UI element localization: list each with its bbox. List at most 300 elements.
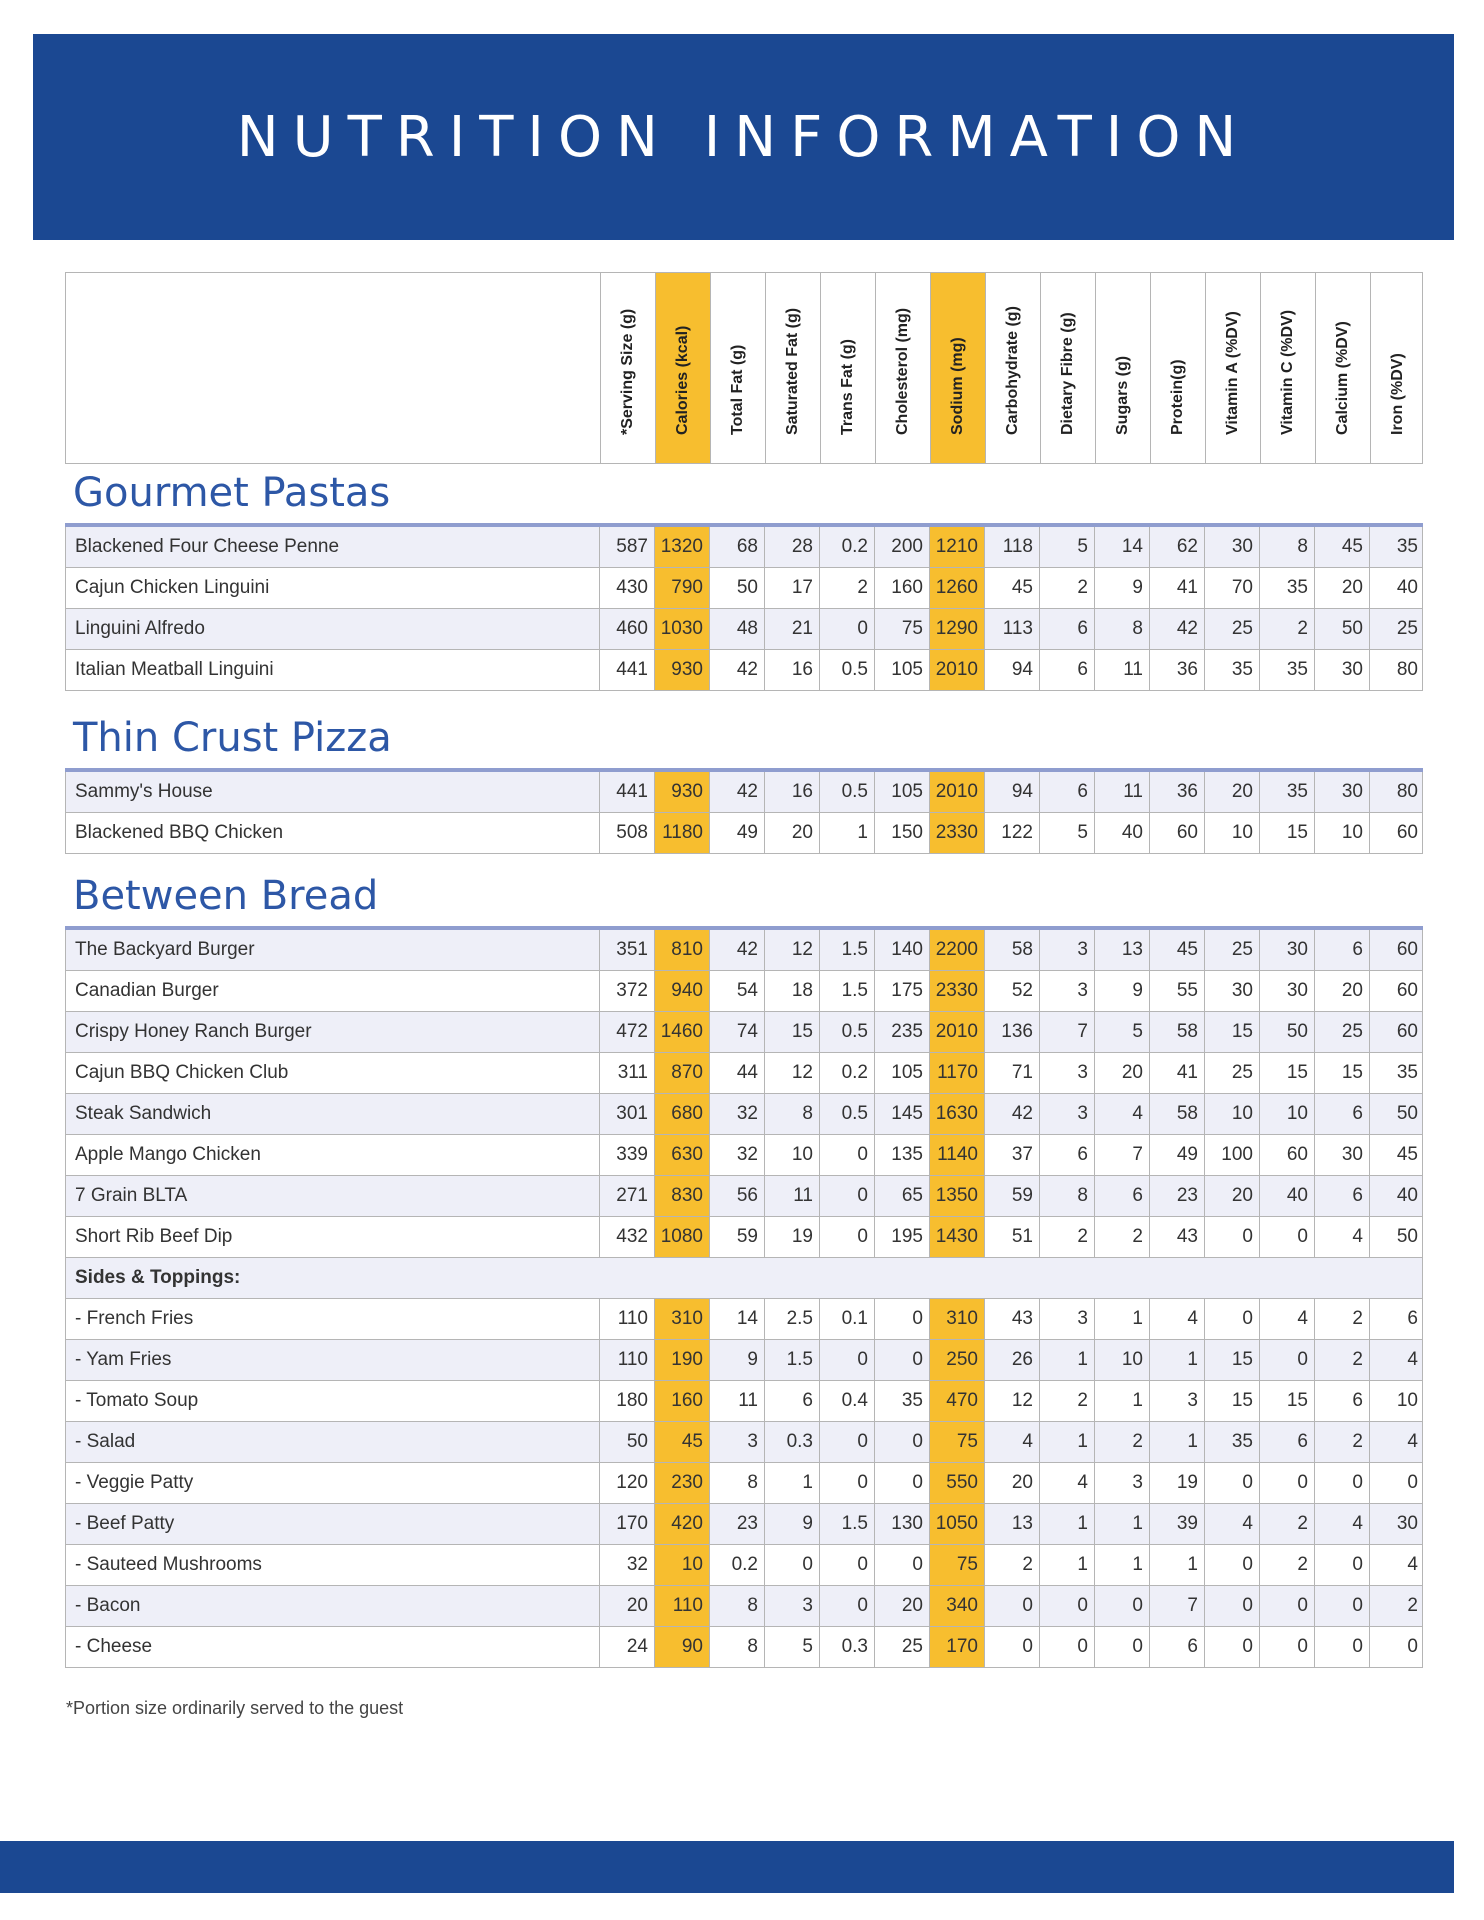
nutrient-value: 39 [1149,1504,1204,1544]
nutrient-value: 235 [874,1012,929,1052]
nutrient-value: 10 [1369,1381,1424,1421]
nutrient-value: 6 [1314,1176,1369,1216]
nutrient-value: 11 [764,1176,819,1216]
nutrient-value: 1210 [929,527,984,567]
nutrient-value: 4 [1369,1422,1424,1462]
nutrient-value: 4 [1369,1545,1424,1585]
nutrient-value: 15 [1204,1340,1259,1380]
nutrient-value: 26 [984,1340,1039,1380]
nutrient-value: 140 [874,930,929,970]
nutrient-value: 0 [1314,1545,1369,1585]
nutrient-value: 36 [1149,650,1204,690]
nutrient-value: 35 [1369,1053,1424,1093]
nutrient-value: 0 [874,1422,929,1462]
nutrient-value: 10 [654,1545,709,1585]
nutrient-value: 0.2 [819,527,874,567]
nutrient-value: 59 [984,1176,1039,1216]
table-row [66,1381,1422,1422]
nutrient-value: 9 [709,1340,764,1380]
nutrient-value: 9 [1094,971,1149,1011]
nutrient-value: 372 [599,971,654,1011]
item-name: Blackened Four Cheese Penne [75,536,340,557]
nutrient-value: 25 [1204,930,1259,970]
nutrient-value: 45 [1369,1135,1424,1175]
nutrient-value: 50 [1369,1217,1424,1257]
nutrient-value: 170 [599,1504,654,1544]
nutrient-value: 30 [1314,772,1369,812]
column-header-label: Vitamin A (%DV) [1224,311,1241,435]
section-title-pizza: Thin Crust Pizza [73,715,392,761]
table-row [66,1299,1422,1340]
nutrient-value: 200 [874,527,929,567]
nutrient-value: 0 [1259,1627,1314,1667]
nutrient-value: 80 [1369,772,1424,812]
nutrient-value: 32 [709,1094,764,1134]
nutrient-value: 175 [874,971,929,1011]
nutrient-value: 18 [764,971,819,1011]
nutrient-value: 50 [1369,1094,1424,1134]
item-name: Cajun Chicken Linguini [75,577,270,598]
nutrient-value: 90 [654,1627,709,1667]
nutrient-value: 1 [1039,1545,1094,1585]
nutrient-value: 1350 [929,1176,984,1216]
column-header-label: Carbohydrate (g) [1004,306,1021,435]
nutrient-value: 42 [1149,609,1204,649]
nutrient-value: 4 [1314,1504,1369,1544]
table-row [66,772,1422,813]
nutrient-value: 44 [709,1053,764,1093]
nutrient-value: 21 [764,609,819,649]
nutrient-value: 0 [1259,1586,1314,1626]
nutrient-value: 940 [654,971,709,1011]
column-header-label: Calories (kcal) [674,325,691,435]
item-name: Apple Mango Chicken [75,1144,261,1165]
nutrient-value: 0 [1204,1586,1259,1626]
table-row [66,1586,1422,1627]
column-header [1370,273,1425,463]
nutrient-value: 75 [929,1422,984,1462]
nutrient-value: 2200 [929,930,984,970]
nutrient-value: 45 [1314,527,1369,567]
nutrient-value: 58 [1149,1012,1204,1052]
nutrient-value: 6 [1039,1135,1094,1175]
nutrient-value: 20 [1204,1176,1259,1216]
nutrient-value: 3 [764,1586,819,1626]
column-header-label: *Serving Size (g) [619,308,636,435]
column-header-label: Sugars (g) [1114,355,1131,435]
nutrient-value: 0 [1314,1463,1369,1503]
nutrient-value: 470 [929,1381,984,1421]
nutrient-value: 4 [1314,1217,1369,1257]
column-header [820,273,875,463]
nutrient-value: 2 [1094,1422,1149,1462]
nutrient-value: 50 [599,1422,654,1462]
nutrient-value: 8 [1259,527,1314,567]
nutrient-value: 3 [1149,1381,1204,1421]
table-row [66,1012,1422,1053]
nutrient-value: 10 [1314,813,1369,853]
nutrient-value: 870 [654,1053,709,1093]
table-row [66,1176,1422,1217]
nutrient-value: 0 [1094,1627,1149,1667]
nutrient-value: 0 [764,1545,819,1585]
nutrient-value: 790 [654,568,709,608]
nutrient-value: 5 [764,1627,819,1667]
nutrient-value: 60 [1369,813,1424,853]
nutrient-value: 430 [599,568,654,608]
table-row [66,1422,1422,1463]
nutrient-value: 160 [654,1381,709,1421]
section-title-between-bread: Between Bread [73,873,379,919]
table-row [66,1463,1422,1504]
nutrient-value: 15 [1259,813,1314,853]
nutrient-value: 30 [1314,650,1369,690]
nutrient-value: 2010 [929,772,984,812]
nutrient-value: 49 [709,813,764,853]
nutrient-value: 460 [599,609,654,649]
nutrient-value: 30 [1314,1135,1369,1175]
nutrient-value: 2 [1314,1340,1369,1380]
nutrient-value: 10 [1204,1094,1259,1134]
nutrient-value: 17 [764,568,819,608]
nutrient-value: 20 [1204,772,1259,812]
nutrient-value: 35 [1259,772,1314,812]
column-header [930,273,985,463]
nutrient-value: 0 [819,1463,874,1503]
nutrient-value: 10 [764,1135,819,1175]
column-header-label: Vitamin C (%DV) [1279,309,1296,435]
nutrient-value: 35 [874,1381,929,1421]
column-header [985,273,1040,463]
nutrient-value: 630 [654,1135,709,1175]
nutrient-value: 2 [1039,1217,1094,1257]
nutrient-value: 1 [1094,1381,1149,1421]
nutrient-value: 1 [1039,1504,1094,1544]
nutrient-value: 145 [874,1094,929,1134]
nutrient-value: 25 [1369,609,1424,649]
item-name: - French Fries [75,1308,194,1329]
nutrient-value: 11 [709,1381,764,1421]
nutrient-value: 30 [1204,527,1259,567]
nutrient-value: 1 [819,813,874,853]
nutrient-value: 15 [1259,1381,1314,1421]
nutrient-value: 810 [654,930,709,970]
nutrient-value: 6 [1314,1381,1369,1421]
nutrient-value: 62 [1149,527,1204,567]
nutrient-value: 351 [599,930,654,970]
nutrient-value: 35 [1259,568,1314,608]
nutrient-value: 2 [819,568,874,608]
nutrient-value: 41 [1149,568,1204,608]
item-name: Canadian Burger [75,980,219,1001]
section-title-pastas: Gourmet Pastas [73,470,391,516]
column-header [1315,273,1370,463]
item-name: Short Rib Beef Dip [75,1226,233,1247]
nutrient-value: 1 [1149,1340,1204,1380]
nutrient-value: 40 [1259,1176,1314,1216]
item-name: The Backyard Burger [75,939,255,960]
nutrient-value: 49 [1149,1135,1204,1175]
nutrient-value: 4 [984,1422,1039,1462]
nutrient-value: 6 [1149,1627,1204,1667]
nutrient-value: 45 [984,568,1039,608]
nutrient-value: 20 [1314,568,1369,608]
nutrient-value: 42 [709,650,764,690]
nutrient-value: 15 [1204,1381,1259,1421]
nutrient-value: 0 [1369,1463,1424,1503]
table-row [66,1217,1422,1258]
nutrient-value: 0.5 [819,1012,874,1052]
nutrient-value: 6 [1314,1094,1369,1134]
nutrient-value: 42 [709,772,764,812]
column-header-label: Total Fat (g) [729,344,746,435]
nutrient-value: 110 [599,1340,654,1380]
item-name: - Salad [75,1431,136,1452]
item-name: Italian Meatball Linguini [75,659,274,680]
nutrient-value: 1030 [654,609,709,649]
table-row [66,1545,1422,1586]
nutrient-value: 0 [1314,1586,1369,1626]
nutrient-value: 5 [1094,1012,1149,1052]
nutrient-value: 1 [1039,1422,1094,1462]
nutrient-value: 94 [984,772,1039,812]
nutrient-value: 472 [599,1012,654,1052]
nutrient-value: 80 [1369,650,1424,690]
nutrient-value: 25 [874,1627,929,1667]
nutrient-value: 24 [599,1627,654,1667]
nutrient-value: 7 [1094,1135,1149,1175]
nutrient-value: 56 [709,1176,764,1216]
item-name: - Cheese [75,1636,153,1657]
item-name: - Bacon [75,1595,141,1616]
nutrient-value: 339 [599,1135,654,1175]
nutrient-value: 10 [1094,1340,1149,1380]
nutrient-value: 0 [874,1463,929,1503]
nutrient-value: 59 [709,1217,764,1257]
nutrient-value: 40 [1094,813,1149,853]
nutrient-value: 9 [764,1504,819,1544]
item-name: Sides & Toppings: [75,1267,241,1288]
nutrient-value: 0.5 [819,772,874,812]
nutrient-value: 1170 [929,1053,984,1093]
nutrient-value: 1 [1094,1545,1149,1585]
nutrient-value: 2 [1259,1545,1314,1585]
column-header [1205,273,1260,463]
nutrient-value: 2 [984,1545,1039,1585]
table-row [66,1094,1422,1135]
nutrient-value: 75 [929,1545,984,1585]
nutrient-value: 35 [1204,1422,1259,1462]
nutrient-value: 15 [1314,1053,1369,1093]
nutrient-value: 441 [599,772,654,812]
nutrient-value: 65 [874,1176,929,1216]
nutrient-value: 105 [874,650,929,690]
nutrient-value: 4 [1259,1299,1314,1339]
nutrient-value: 0 [874,1340,929,1380]
column-header [1150,273,1205,463]
nutrient-value: 3 [1039,1053,1094,1093]
nutrient-value: 36 [1149,772,1204,812]
nutrient-value: 16 [764,772,819,812]
nutrient-value: 1.5 [819,1504,874,1544]
nutrient-value: 1080 [654,1217,709,1257]
nutrient-value: 20 [984,1463,1039,1503]
nutrient-value: 130 [874,1504,929,1544]
column-header [1095,273,1150,463]
nutrient-value: 60 [1149,813,1204,853]
nutrient-value: 13 [1094,930,1149,970]
footer-band [0,1841,1454,1893]
column-header [875,273,930,463]
nutrient-value: 20 [1314,971,1369,1011]
nutrient-value: 19 [764,1217,819,1257]
nutrient-value: 6 [1259,1422,1314,1462]
nutrient-value: 94 [984,650,1039,690]
nutrient-value: 310 [929,1299,984,1339]
table-row [66,1053,1422,1094]
item-name: - Veggie Patty [75,1472,194,1493]
nutrient-value: 8 [1094,609,1149,649]
nutrient-value: 6 [1039,772,1094,812]
nutrient-value: 100 [1204,1135,1259,1175]
nutrient-value: 2 [1259,609,1314,649]
nutrient-value: 40 [1369,568,1424,608]
nutrient-value: 3 [1039,1299,1094,1339]
table-row [66,1135,1422,1176]
column-header-label: Iron (%DV) [1389,353,1406,435]
nutrient-value: 45 [1149,930,1204,970]
nutrient-value: 30 [1204,971,1259,1011]
nutrient-value: 42 [709,930,764,970]
item-name: 7 Grain BLTA [75,1185,188,1206]
nutrient-value: 2 [1039,568,1094,608]
table-row [66,650,1422,691]
nutrient-value: 432 [599,1217,654,1257]
nutrient-value: 135 [874,1135,929,1175]
nutrient-value: 35 [1369,527,1424,567]
nutrient-value: 25 [1314,1012,1369,1052]
nutrient-value: 120 [599,1463,654,1503]
nutrient-value: 1050 [929,1504,984,1544]
nutrient-value: 58 [984,930,1039,970]
nutrient-value: 271 [599,1176,654,1216]
column-header [710,273,765,463]
nutrient-value: 441 [599,650,654,690]
nutrient-value: 1 [1149,1422,1204,1462]
title-banner [33,34,1454,240]
nutrient-value: 1260 [929,568,984,608]
nutrient-value: 0 [819,1176,874,1216]
nutrient-value: 0.4 [819,1381,874,1421]
nutrient-value: 6 [1039,650,1094,690]
nutrient-value: 1.5 [819,971,874,1011]
nutrient-value: 0.3 [764,1422,819,1462]
nutrient-value: 2 [1369,1586,1424,1626]
nutrient-value: 0 [819,1340,874,1380]
nutrient-value: 6 [1369,1299,1424,1339]
nutrient-value: 30 [1259,930,1314,970]
nutrient-value: 42 [984,1094,1039,1134]
nutrient-value: 71 [984,1053,1039,1093]
nutrient-value: 2 [1314,1299,1369,1339]
nutrient-value: 2.5 [764,1299,819,1339]
nutrient-value: 20 [599,1586,654,1626]
table-row [66,609,1422,650]
nutrient-value: 0 [1204,1217,1259,1257]
nutrient-value: 4 [1204,1504,1259,1544]
nutrient-value: 41 [1149,1053,1204,1093]
nutrient-value: 2330 [929,813,984,853]
column-header-label: Cholesterol (mg) [894,307,911,435]
nutrient-value: 1 [1094,1504,1149,1544]
nutrient-value: 2 [1314,1422,1369,1462]
nutrient-value: 930 [654,650,709,690]
nutrient-value: 40 [1369,1176,1424,1216]
nutrient-value: 2 [1259,1504,1314,1544]
nutrient-value: 311 [599,1053,654,1093]
nutrient-value: 55 [1149,971,1204,1011]
nutrient-value: 1 [1094,1299,1149,1339]
nutrient-value: 2330 [929,971,984,1011]
nutrient-value: 10 [1259,1094,1314,1134]
between-bread-table [65,930,1423,1668]
nutrient-value: 420 [654,1504,709,1544]
nutrient-value: 7 [1039,1012,1094,1052]
nutrient-value: 6 [1094,1176,1149,1216]
item-name: - Tomato Soup [75,1390,199,1411]
item-name: Crispy Honey Ranch Burger [75,1021,312,1042]
nutrient-value: 58 [1149,1094,1204,1134]
nutrient-value: 1.5 [764,1340,819,1380]
item-name: Cajun BBQ Chicken Club [75,1062,289,1083]
nutrient-value: 150 [874,813,929,853]
nutrient-value: 8 [709,1586,764,1626]
nutrient-value: 37 [984,1135,1039,1175]
column-header-label: Calcium (%DV) [1334,321,1351,435]
nutrient-value: 0 [1314,1627,1369,1667]
nutrient-value: 74 [709,1012,764,1052]
nutrient-value: 250 [929,1340,984,1380]
nutrient-value: 0 [984,1586,1039,1626]
nutrient-value: 0.5 [819,650,874,690]
nutrient-value: 20 [764,813,819,853]
nutrient-value: 0 [819,1545,874,1585]
table-row [66,1340,1422,1381]
nutrient-value: 54 [709,971,764,1011]
nutrient-value: 195 [874,1217,929,1257]
nutrient-value: 180 [599,1381,654,1421]
item-name: - Beef Patty [75,1513,175,1534]
nutrient-value: 52 [984,971,1039,1011]
nutrient-value: 113 [984,609,1039,649]
nutrient-value: 0 [874,1545,929,1585]
table-subheader-row [66,1258,1422,1299]
nutrient-value: 48 [709,609,764,649]
nutrient-value: 0 [1204,1299,1259,1339]
nutrient-value: 32 [709,1135,764,1175]
nutrient-value: 190 [654,1340,709,1380]
column-header-label: Dietary Fibre (g) [1059,312,1076,435]
nutrient-value: 8 [1039,1176,1094,1216]
pizza-table [65,772,1423,854]
nutrient-value: 5 [1039,527,1094,567]
nutrient-value: 50 [1259,1012,1314,1052]
nutrient-value: 68 [709,527,764,567]
nutrient-value: 3 [1039,1094,1094,1134]
nutrient-value: 3 [709,1422,764,1462]
nutrient-value: 23 [1149,1176,1204,1216]
nutrient-value: 0 [984,1627,1039,1667]
